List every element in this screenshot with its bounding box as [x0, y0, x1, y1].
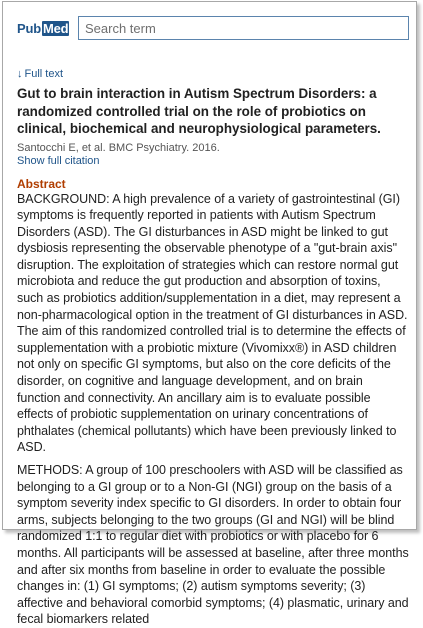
show-full-citation-link[interactable]: Show full citation [17, 154, 100, 167]
browser-page [2, 1, 417, 627]
article-content [17, 85, 409, 628]
page-header [3, 2, 416, 58]
article-title: Gut to brain interaction in Autism Spectrum Disorders: a randomized controlled trial on the role of probiotics on clinical, biochemical and neurophysiological parameters. [17, 86, 381, 136]
logo-med-text: Med [42, 21, 69, 36]
pubmed-logo[interactable] [17, 21, 69, 36]
down-arrow-icon: ↓ [17, 68, 23, 80]
full-text-label: Full text [24, 68, 64, 80]
citation-text: Santocchi E, et al. BMC Psychiatry. 2016. [17, 141, 220, 154]
search-input[interactable] [79, 17, 408, 39]
full-text-link[interactable] [17, 68, 63, 80]
logo-pub-text: Pub [17, 21, 41, 36]
search-box[interactable] [78, 16, 409, 40]
abstract-methods: METHODS: A group of 100 preschoolers with ASD will be classified as belonging to a GI group or to a Non-GI (NGI) group on the basis of a symptom severity index specific to GI disorders. In order to obtain four arms, subjects belonging to the two groups (GI and NGI) will be blind randomized 1:1 to regular diet with probiotics or with placebo for 6 months. All participants will be assessed at baseline, after three months and after six months from baseline in order to evaluate the possible changes in: (1) GI symptoms; (2) autism symptoms severity; (3) affective and behavioral comorbid symptoms; (4) plasmatic, urinary and fecal biomarkers related [17, 463, 409, 627]
abstract-heading: Abstract [17, 176, 66, 191]
abstract-background: BACKGROUND: A high prevalence of a variety of gastrointestinal (GI) symptoms is frequently reported in patients with Autism Spectrum Disorders (ASD). The GI disturbances in ASD might be linked to gut dysbiosis representing the observable phenotype of a "gut-brain axis" disruption. The exploitation of strategies which can restore normal gut microbiota and reduce the gut production and absorption of toxins, such as probiotics addition/supplementation in a diet, may represent a non-pharmacological option in the treatment of GI disturbances in ASD. The aim of this randomized controlled trial is to determine the effects of supplementation with a probiotic mixture (Vivomixx®) in ASD children not only on specific GI symptoms, but also on the core deficits of the disorder, on cognitive and language development, and on brain function and connectivity. An ancillary aim is to evaluate possible effects of probiotic supplementation on urinary concentrations of phthalates (chemical pollutants) which have been previously linked to ASD. [17, 191, 408, 455]
